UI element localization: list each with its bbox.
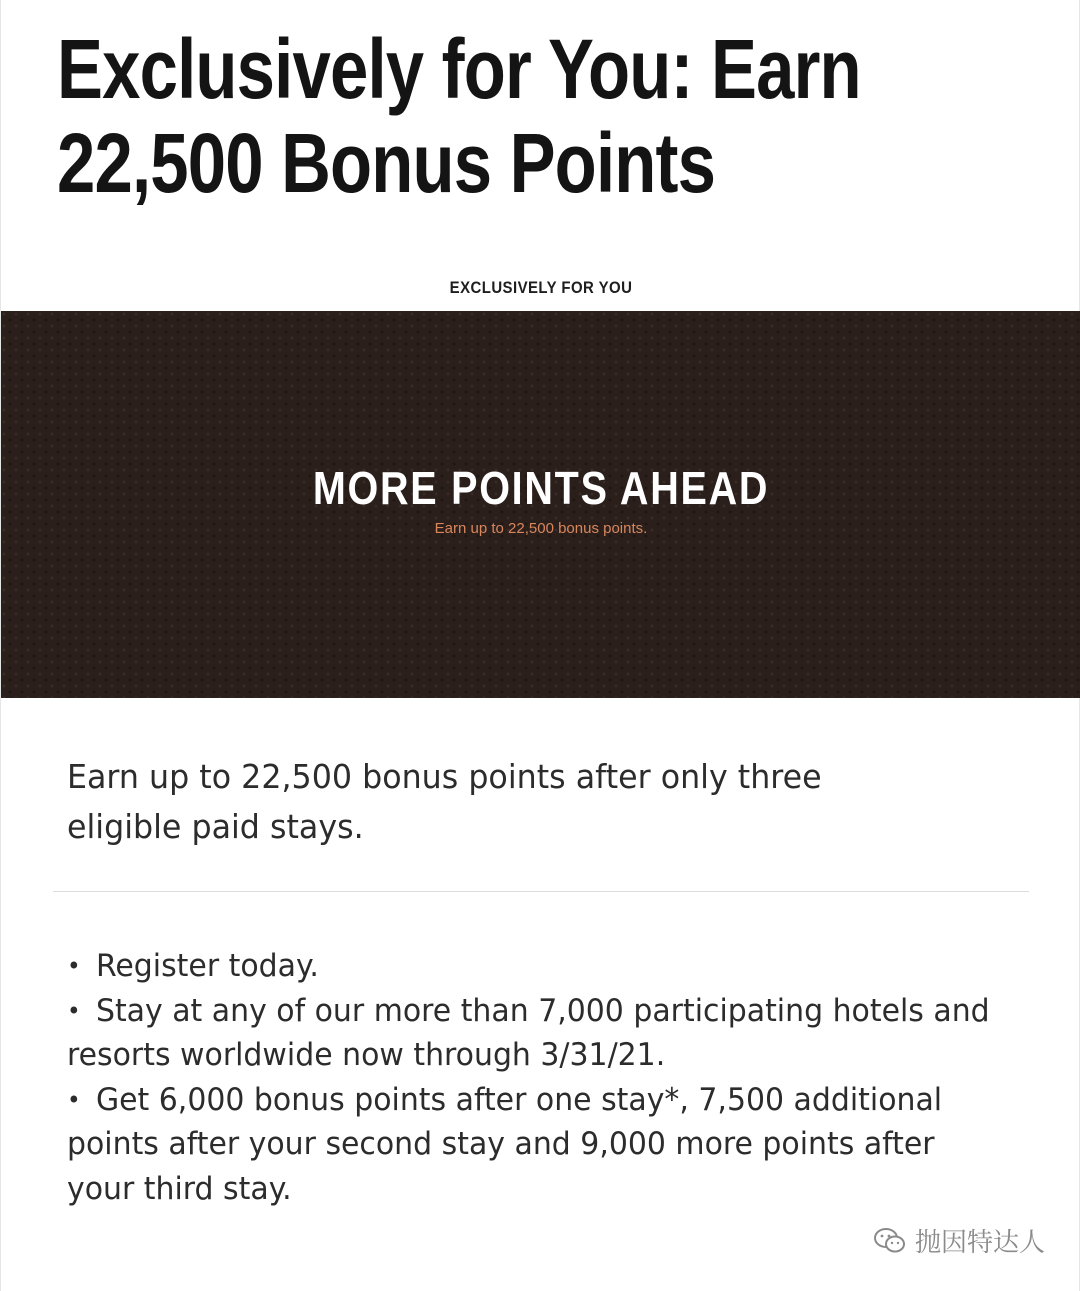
bullet-dot: • <box>67 952 81 980</box>
list-item <box>67 1078 993 1212</box>
intro-text: Earn up to 22,500 bonus points after only three eligible paid stays. <box>67 757 822 846</box>
section-divider <box>53 891 1029 892</box>
bullet-dot: • <box>67 996 81 1025</box>
headline-line-1: Exclusively for You: Earn <box>57 22 861 116</box>
list-item-text: Register today. <box>95 948 319 984</box>
list-item <box>67 989 993 1078</box>
wechat-icon <box>873 1227 907 1255</box>
bullet-dot: • <box>67 1085 81 1114</box>
eyebrow-label: EXCLUSIVELY FOR YOU <box>449 278 633 297</box>
headline-line-2: 22,500 Bonus Points <box>57 116 716 210</box>
banner-subtitle: Earn up to 22,500 bonus points. <box>434 520 648 537</box>
banner-title: MORE POINTS AHEAD <box>312 462 770 514</box>
list-item-text: Get 6,000 bonus points after one stay*, 7,500 additional points after your second stay and 9,000 more points after your third stay. <box>67 1081 943 1207</box>
list-item-text: Stay at any of our more than 7,000 participating hotels and resorts worldwide now through 3/31/21. <box>67 992 990 1073</box>
promo-banner <box>1 311 1080 698</box>
page-headline <box>57 22 877 210</box>
watermark <box>873 1222 1045 1259</box>
offer-steps-list <box>67 944 993 1211</box>
watermark-text: 抛因特达人 <box>914 1228 1045 1258</box>
list-item <box>67 944 993 989</box>
